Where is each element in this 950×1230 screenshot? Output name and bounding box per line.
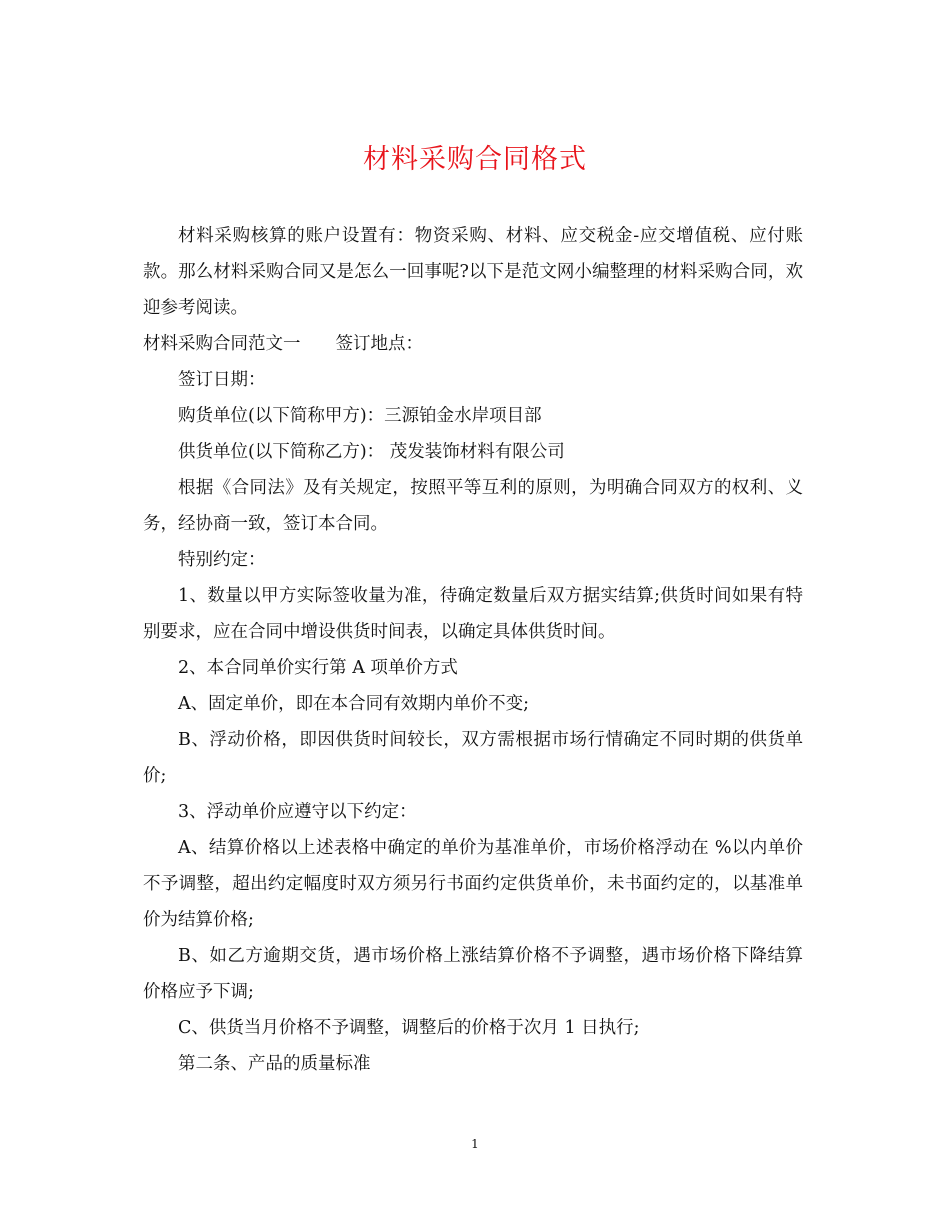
clause-3b: B、如乙方逾期交货，遇市场价格上涨结算价格不予调整，遇市场价格下降结算价格应予下调;: [143, 946, 803, 1002]
clause-2b: B、浮动价格，即因供货时间较长，双方需根据市场行情确定不同时期的供货单价;: [143, 730, 803, 786]
clause-1: 1、数量以甲方实际签收量为准，待确定数量后双方据实结算;供货时间如果有特别要求，应在合同中增设供货时间表，以确定具体供货时间。: [143, 586, 803, 642]
signing-date-line: 签订日期：: [178, 370, 266, 390]
clause-2: 2、本合同单价实行第 A 项单价方式: [178, 658, 458, 678]
clause-3: 3、浮动单价应遵守以下约定：: [178, 802, 417, 822]
buyer-line: 购货单位(以下简称甲方)：三源铂金水岸项目部: [178, 406, 542, 426]
supplier-line: 供货单位(以下简称乙方)： 茂发装饰材料有限公司: [178, 442, 565, 462]
contract-sample-heading: 材料采购合同范文一 签订地点：: [143, 334, 423, 354]
intro-paragraph: 材料采购核算的账户设置有：物资采购、材料、应交税金-应交增值税、应付账款。那么材料采购合同又是怎么一回事呢?以下是范文网小编整理的材料采购合同，欢迎参考阅读。: [143, 226, 803, 318]
clause-3c: C、供货当月价格不予调整，调整后的价格于次月 1 日执行;: [178, 1018, 640, 1038]
clause-2a: A、固定单价，即在本合同有效期内单价不变;: [178, 694, 530, 714]
document-title: 材料采购合同格式: [363, 144, 587, 175]
article-2-heading: 第二条、产品的质量标准: [178, 1054, 371, 1074]
clause-3a: A、结算价格以上述表格中确定的单价为基准单价，市场价格浮动在 %以内单价不予调整，超出约定幅度时双方须另行书面约定供货单价，未书面约定的，以基准单价为结算价格;: [143, 838, 803, 930]
basis-paragraph: 根据《合同法》及有关规定，按照平等互利的原则，为明确合同双方的权利、义务，经协商一致，签订本合同。: [143, 478, 803, 534]
page-number: 1: [471, 1137, 479, 1151]
special-terms-heading: 特别约定：: [178, 550, 266, 570]
